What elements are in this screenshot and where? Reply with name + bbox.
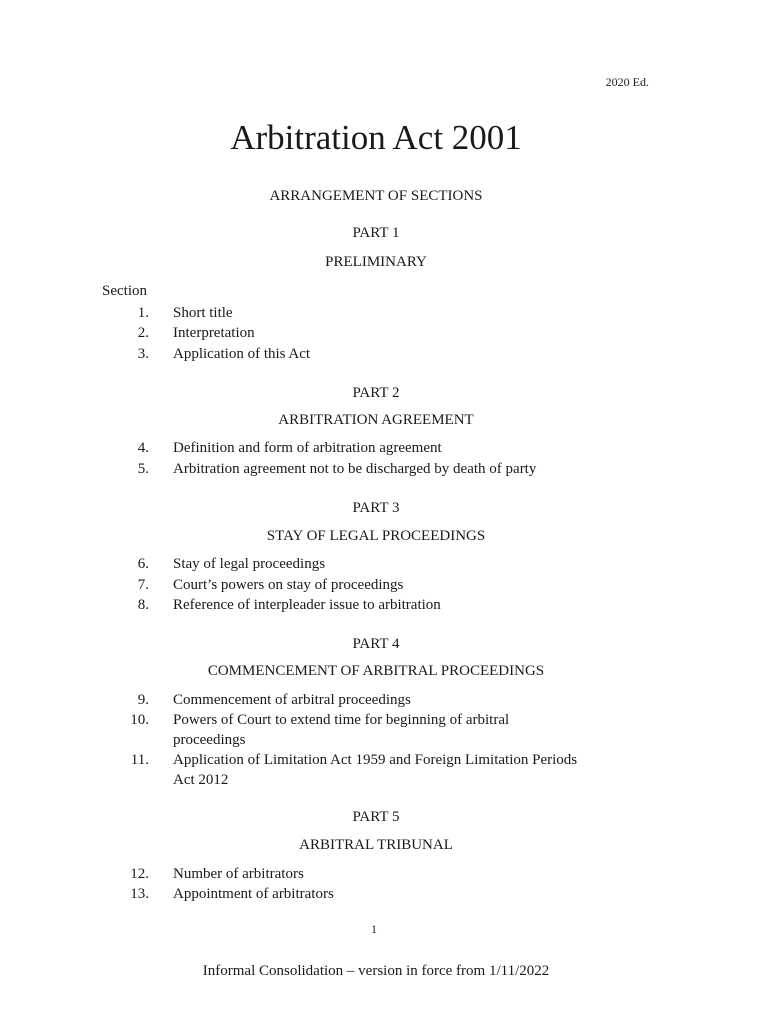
section-title: Stay of legal proceedings <box>173 556 326 572</box>
section-number: 8. <box>137 597 149 613</box>
part-1-label: PART 1 <box>352 225 400 241</box>
section-number: 12. <box>130 866 149 882</box>
section-number: 13. <box>130 886 149 902</box>
section-number: 3. <box>137 346 149 362</box>
section-title: Commencement of arbitral proceedings <box>173 692 411 708</box>
consolidation-footer: Informal Consolidation – version in force from 1/11/2022 <box>202 963 550 979</box>
section-column-label: Section <box>102 283 147 299</box>
section-number: 2. <box>137 325 149 341</box>
part-3-heading: STAY OF LEGAL PROCEEDINGS <box>266 528 486 544</box>
part-4-heading: COMMENCEMENT OF ARBITRAL PROCEEDINGS <box>207 663 545 679</box>
page-number: 1 <box>371 922 377 936</box>
section-number: 10. <box>130 712 149 728</box>
part-3-label: PART 3 <box>352 500 400 516</box>
edition-label: 2020 Ed. <box>605 75 649 89</box>
section-number: 6. <box>137 556 149 572</box>
section-number: 4. <box>137 440 149 456</box>
section-number: 5. <box>137 461 149 477</box>
arrangement-heading: ARRANGEMENT OF SECTIONS <box>269 188 483 204</box>
part-1-heading: PRELIMINARY <box>325 254 427 270</box>
section-title: Court’s powers on stay of proceedings <box>173 577 404 593</box>
section-title: Application of this Act <box>173 346 311 362</box>
section-title: Interpretation <box>173 325 255 341</box>
part-2-label: PART 2 <box>352 385 400 401</box>
section-title: Reference of interpleader issue to arbitration <box>173 597 441 613</box>
section-title: Short title <box>173 305 233 321</box>
section-title: Arbitration agreement not to be discharged by death of party <box>173 461 537 477</box>
part-2-heading: ARBITRATION AGREEMENT <box>278 412 474 428</box>
part-5-label: PART 5 <box>352 809 400 825</box>
section-title: Definition and form of arbitration agreement <box>173 440 442 456</box>
section-title: Appointment of arbitrators <box>173 886 334 902</box>
section-number: 7. <box>137 577 149 593</box>
act-title: Arbitration Act 2001 <box>230 118 522 157</box>
section-number: 1. <box>137 305 149 321</box>
section-number: 9. <box>137 692 149 708</box>
section-number: 11. <box>130 752 149 768</box>
part-5-heading: ARBITRAL TRIBUNAL <box>299 837 453 853</box>
part-4-label: PART 4 <box>352 636 400 652</box>
section-title: Application of Limitation Act 1959 and Foreign Limitation Periods Act 2012 <box>173 752 578 788</box>
section-title: Powers of Court to extend time for beginning of arbitral proceedings <box>173 712 510 748</box>
section-title: Number of arbitrators <box>173 866 304 882</box>
